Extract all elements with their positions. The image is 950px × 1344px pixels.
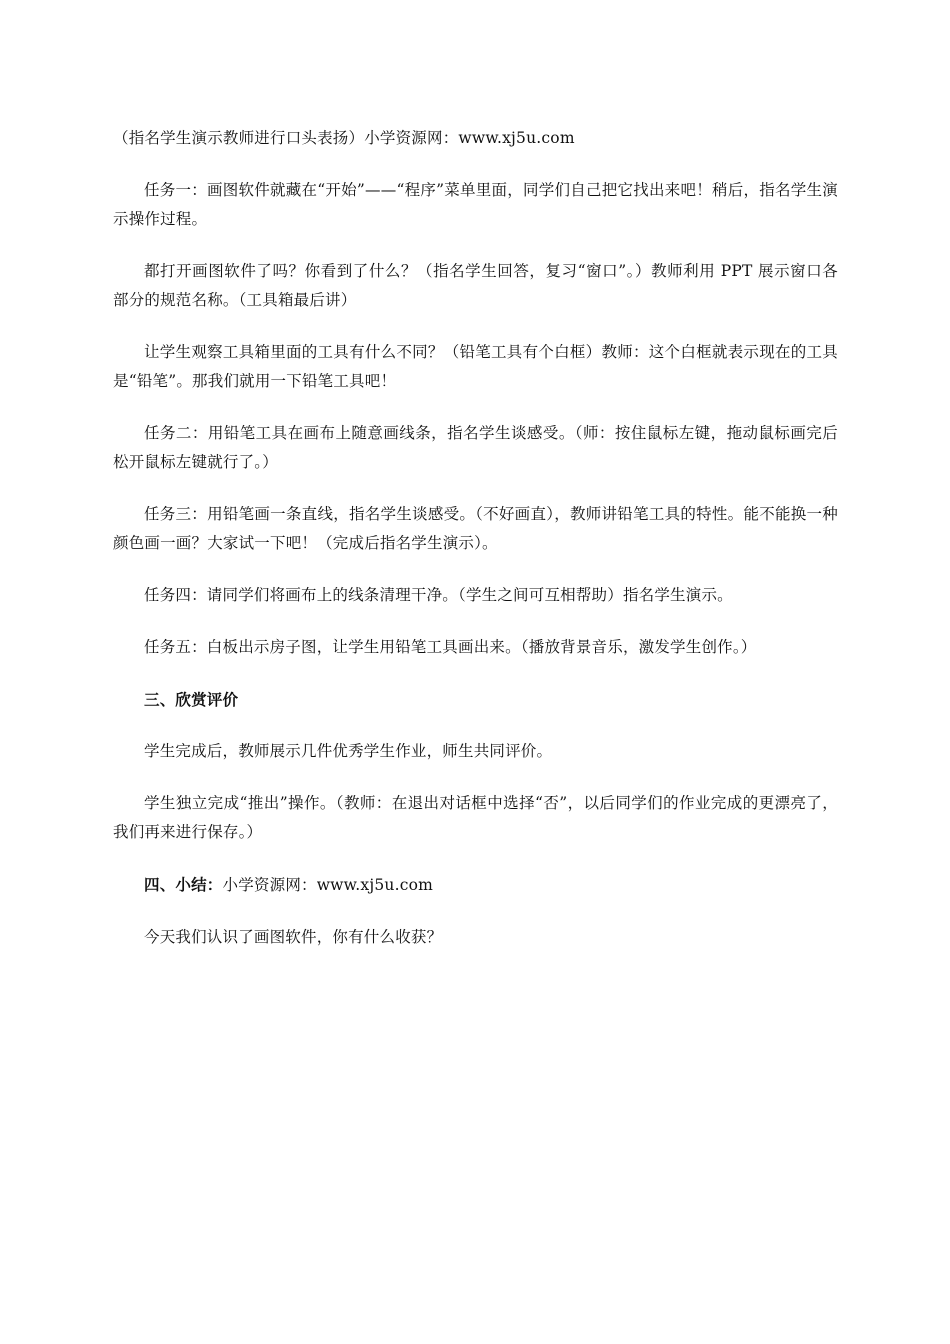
paragraph-task-four: 任务四：请同学们将画布上的线条清理干净。（学生之间可互相帮助）指名学生演示。 [144,586,733,604]
summary-heading-label: 四、小结： [144,875,223,894]
paragraph-task-five: 任务五：白板出示房子图，让学生用铅笔工具画出来。（播放背景音乐，激发学生创作。） [144,638,757,656]
paragraph-show-works: 学生完成后，教师展示几件优秀学生作业，师生共同评价。 [144,742,553,760]
section-heading-summary [113,870,838,900]
section-heading-appreciation: 三、欣赏评价 [144,690,239,709]
paragraph-window-review: 都打开画图软件了吗？你看到了什么？（指名学生回答，复习“窗口”。）教师利用 PPT 展示窗口各部分的规范名称。（工具箱最后讲） [113,262,838,309]
paragraph-summary-question: 今天我们认识了画图软件，你有什么收获？ [144,928,443,946]
document-body [113,124,838,975]
paragraph-task-two: 任务二：用铅笔工具在画布上随意画线条，指名学生谈感受。（师：按住鼠标左键，拖动鼠标画完后松开鼠标左键就行了。） [113,424,838,471]
summary-heading-source: 小学资源网：www.xj5u.com [222,876,434,894]
paragraph-task-three: 任务三：用铅笔画一条直线，指名学生谈感受。（不好画直），教师讲铅笔工具的特性。能不能换一种颜色画一画？大家试一下吧！（完成后指名学生演示）。 [113,505,838,552]
paragraph-toolbox-observe: 让学生观察工具箱里面的工具有什么不同？（铅笔工具有个白框）教师：这个白框就表示现在的工具是“铅笔”。那我们就用一下铅笔工具吧！ [113,343,838,390]
paragraph-praise-note: （指名学生演示教师进行口头表扬）小学资源网：www.xj5u.com [113,129,575,147]
paragraph-exit-operation: 学生独立完成“推出”操作。（教师：在退出对话框中选择“否”，以后同学们的作业完成的更漂亮了，我们再来进行保存。） [113,794,838,841]
paragraph-task-one: 任务一：画图软件就藏在“开始”——“程序”菜单里面，同学们自己把它找出来吧！稍后，指名学生演示操作过程。 [113,181,838,228]
